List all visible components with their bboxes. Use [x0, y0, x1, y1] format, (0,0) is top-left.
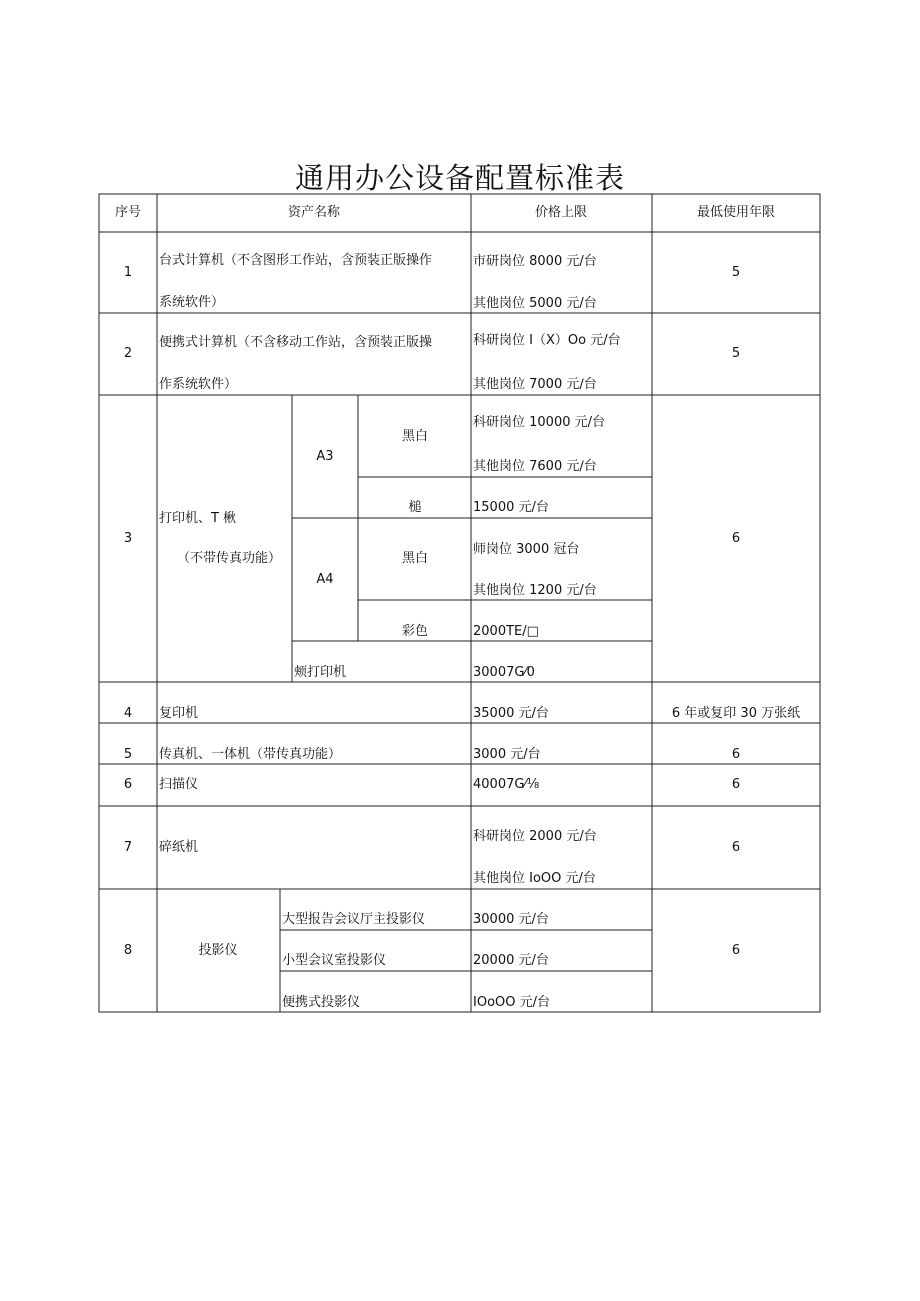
- row8-sub2-price: 20000 元/台: [473, 953, 549, 968]
- row7-years: 6: [731, 840, 741, 855]
- row3-a4-color-price: 2000TE/□: [473, 624, 539, 639]
- row3-a3-label: A3: [316, 449, 334, 464]
- row3-a4-bw: 黑白: [401, 551, 429, 566]
- row8-sub1-price: 30000 元/台: [473, 912, 549, 927]
- row3-a3-bw-price2: 其他岗位 7600 元∕台: [473, 459, 597, 474]
- row1-years: 5: [731, 265, 741, 280]
- row6-seq: 6: [123, 777, 133, 792]
- row4-price: 35000 元/台: [473, 706, 549, 721]
- row3-name-line2: （不带传真功能）: [177, 551, 282, 566]
- page-title: 通用办公设备配置标准表: [294, 161, 625, 195]
- row7-price1: 科研岗位 2000 元/台: [473, 829, 597, 844]
- row2-price1: 科研岗位 I（X）Oo 元/台: [473, 333, 621, 348]
- row7-price2: 其他岗位 IoOO 元/台: [473, 871, 596, 886]
- row3-years: 6: [731, 531, 741, 546]
- row2-seq: 2: [123, 346, 133, 361]
- row6-name: 扫描仪: [159, 777, 199, 792]
- row3-a4-bw-price1: 师岗位 3000 冠台: [473, 542, 580, 557]
- row3-special-price: 30007G⁄0: [473, 665, 535, 680]
- row3-a3-color: 槌: [408, 500, 422, 515]
- row8-sub3-price: IOoOO 元/台: [473, 995, 550, 1010]
- row1-seq: 1: [123, 265, 133, 280]
- row3-a4-bw-price2: 其他岗位 1200 元/台: [473, 583, 597, 598]
- row3-a3-bw-price1: 科研岗位 10000 元/台: [473, 415, 605, 430]
- row3-a4-label: A4: [316, 572, 334, 587]
- row4-years: 6 年或复印 30 万张纸: [671, 706, 801, 721]
- header-price-limit: 价格上限: [534, 205, 588, 220]
- row8-seq: 8: [123, 943, 133, 958]
- row8-name: 投影仪: [198, 943, 238, 958]
- row1-name-line1: 台式计算机（不含图形工作站，含预装正版操作: [159, 253, 433, 268]
- header-min-years: 最低使用年限: [696, 205, 776, 220]
- row5-name: 传真机、一体机（带传真功能）: [159, 747, 342, 762]
- row5-seq: 5: [123, 747, 133, 762]
- row8-sub3: 便携式投影仪: [282, 995, 361, 1010]
- row1-name-line2: 系统软件）: [159, 295, 225, 310]
- row1-price2: 其他岗位 5000 元/台: [473, 296, 597, 311]
- row3-seq: 3: [123, 531, 133, 546]
- row8-sub1: 大型报告会议厅主投影仪: [282, 912, 426, 927]
- row6-years: 6: [731, 777, 741, 792]
- row5-price: 3000 元/台: [473, 747, 541, 762]
- row2-name-line1: 便携式计算机（不含移动工作站，含预装正版操: [159, 335, 433, 350]
- header-seq: 序号: [114, 205, 142, 220]
- row8-years: 6: [731, 943, 741, 958]
- row3-special-printer: 颊打印机: [294, 665, 347, 680]
- row2-name-line2: 作系统软件）: [159, 377, 238, 392]
- header-asset-name: 资产名称: [287, 205, 341, 220]
- row2-years: 5: [731, 346, 741, 361]
- row2-price2: 其他岗位 7000 元∕台: [473, 377, 597, 392]
- row4-name: 复印机: [159, 706, 199, 721]
- row7-seq: 7: [123, 840, 133, 855]
- row3-a3-color-price: 15000 元/台: [473, 500, 549, 515]
- row1-price1: 市研岗位 8000 元/台: [473, 254, 597, 269]
- row7-name: 碎纸机: [159, 840, 199, 855]
- row8-sub2: 小型会议室投影仪: [282, 953, 387, 968]
- row3-a4-color: 彩色: [401, 624, 429, 639]
- row4-seq: 4: [123, 706, 133, 721]
- row3-name-line1: 打印机、T 楸: [159, 511, 237, 526]
- row3-a3-bw: 黑白: [401, 429, 429, 444]
- row5-years: 6: [731, 747, 741, 762]
- row6-price: 40007G⁄⅛: [473, 777, 540, 792]
